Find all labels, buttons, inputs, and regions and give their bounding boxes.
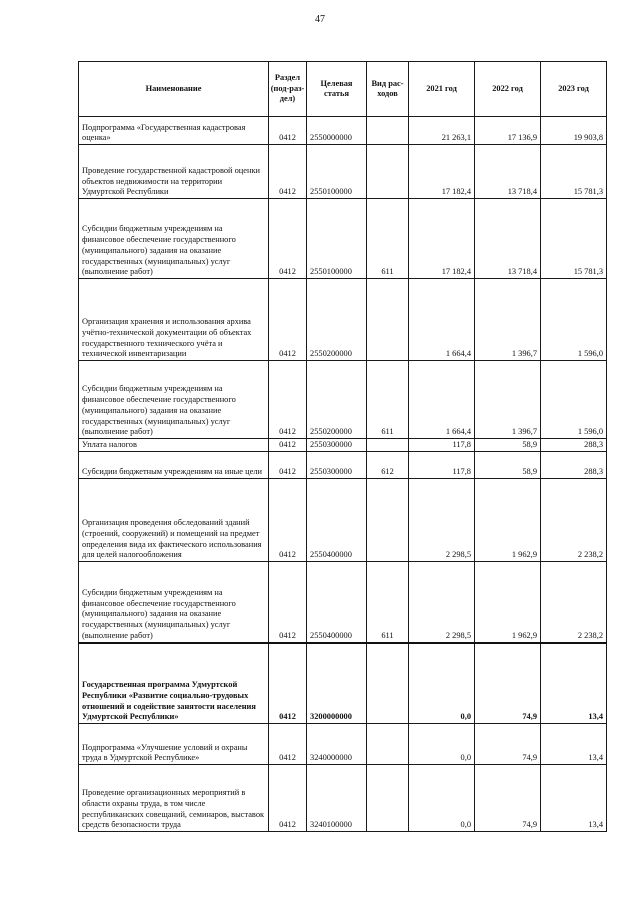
row-name: Уплата налогов [79,439,269,452]
row-expense-type [367,643,409,724]
row-2021: 17 182,4 [409,199,475,279]
row-2021: 1 664,4 [409,361,475,439]
row-expense-type: 611 [367,361,409,439]
row-2021: 0,0 [409,724,475,765]
page-number: 47 [315,14,325,25]
row-2023: 13,4 [541,765,607,832]
row-section: 0412 [269,643,307,724]
row-section: 0412 [269,199,307,279]
table-row [79,439,607,452]
row-section: 0412 [269,145,307,199]
row-2022: 1 396,7 [475,361,541,439]
row-2022: 74,9 [475,765,541,832]
row-expense-type [367,145,409,199]
row-expense-type: 612 [367,452,409,479]
row-name: Организация хранения и использования архива учётно-технической документации об объектах государственного технического учёта и технической инвентаризации [79,279,269,361]
row-2023: 2 238,2 [541,479,607,562]
table-row [79,279,607,361]
row-2022: 1 962,9 [475,562,541,643]
row-expense-type: 611 [367,199,409,279]
row-target: 2550100000 [307,145,367,199]
row-2022: 1 962,9 [475,479,541,562]
row-name: Государственная программа Удмуртской Республики «Развитие социально-трудовых отношений и содействие занятости населения Удмуртской Республики» [79,643,269,724]
table-row [79,452,607,479]
row-name: Субсидии бюджетным учреждениям на финансовое обеспечение государственного (муниципального) задания на оказание государственных (муниципальных) услуг (выполнение работ) [79,562,269,643]
row-2021: 2 298,5 [409,479,475,562]
row-2023: 288,3 [541,439,607,452]
row-expense-type [367,765,409,832]
row-name: Субсидии бюджетным учреждениям на иные цели [79,452,269,479]
row-target: 2550200000 [307,279,367,361]
row-name: Организация проведения обследований зданий (строений, сооружений) и помещений на предмет определения вида их фактического использования для целей налогообложения [79,479,269,562]
row-2021: 117,8 [409,452,475,479]
row-expense-type [367,724,409,765]
row-2023: 1 596,0 [541,279,607,361]
row-2023: 13,4 [541,643,607,724]
table-row [79,724,607,765]
row-section: 0412 [269,117,307,145]
row-expense-type [367,117,409,145]
row-2023: 15 781,3 [541,145,607,199]
row-target: 2550100000 [307,199,367,279]
row-target: 2550300000 [307,439,367,452]
table-header-row [79,62,607,117]
row-name: Подпрограмма «Государственная кадастровая оценка» [79,117,269,145]
row-target: 2550200000 [307,361,367,439]
table-row [79,765,607,832]
row-expense-type [367,439,409,452]
row-section: 0412 [269,562,307,643]
row-target: 2550400000 [307,479,367,562]
row-2022: 13 718,4 [475,199,541,279]
row-2022: 74,9 [475,724,541,765]
row-2021: 17 182,4 [409,145,475,199]
row-2022: 1 396,7 [475,279,541,361]
header-name: Наименование [79,62,269,117]
row-2023: 15 781,3 [541,199,607,279]
row-target: 2550300000 [307,452,367,479]
row-name: Проведение организационных мероприятий в области охраны труда, в том числе республиканских совещаний, семинаров, выставок средств безопасности труда [79,765,269,832]
row-2023: 2 238,2 [541,562,607,643]
header-2023: 2023 год [541,62,607,117]
row-2021: 0,0 [409,643,475,724]
row-section: 0412 [269,361,307,439]
row-expense-type [367,279,409,361]
row-2021: 0,0 [409,765,475,832]
row-section: 0412 [269,765,307,832]
row-target: 2550000000 [307,117,367,145]
table-row [79,145,607,199]
row-2021: 1 664,4 [409,279,475,361]
row-section: 0412 [269,439,307,452]
header-expense-type: Вид рас-ходов [367,62,409,117]
table-row [79,643,607,724]
budget-table [78,61,607,832]
table-row [79,199,607,279]
row-2021: 21 263,1 [409,117,475,145]
table-row [79,361,607,439]
header-section: Раздел (под-раз-дел) [269,62,307,117]
row-2022: 74,9 [475,643,541,724]
row-expense-type [367,479,409,562]
header-target: Целевая статья [307,62,367,117]
row-2023: 13,4 [541,724,607,765]
header-2021: 2021 год [409,62,475,117]
row-2022: 58,9 [475,439,541,452]
row-section: 0412 [269,279,307,361]
row-2023: 19 903,8 [541,117,607,145]
row-target: 3200000000 [307,643,367,724]
row-expense-type: 611 [367,562,409,643]
row-2023: 288,3 [541,452,607,479]
row-target: 2550400000 [307,562,367,643]
row-target: 3240000000 [307,724,367,765]
row-2021: 117,8 [409,439,475,452]
row-name: Субсидии бюджетным учреждениям на финансовое обеспечение государственного (муниципального) задания на оказание государственных (муниципальных) услуг (выполнение работ) [79,199,269,279]
table-row [79,562,607,643]
table-row [79,117,607,145]
row-name: Проведение государственной кадастровой оценки объектов недвижимости на территории Удмуртской Республики [79,145,269,199]
row-2021: 2 298,5 [409,562,475,643]
table-row [79,479,607,562]
row-2022: 17 136,9 [475,117,541,145]
row-name: Субсидии бюджетным учреждениям на финансовое обеспечение государственного (муниципального) задания на оказание государственных (муниципальных) услуг (выполнение работ) [79,361,269,439]
header-2022: 2022 год [475,62,541,117]
row-section: 0412 [269,452,307,479]
row-2023: 1 596,0 [541,361,607,439]
row-name: Подпрограмма «Улучшение условий и охраны труда в Удмуртской Республике» [79,724,269,765]
row-2022: 58,9 [475,452,541,479]
row-section: 0412 [269,479,307,562]
row-target: 3240100000 [307,765,367,832]
row-2022: 13 718,4 [475,145,541,199]
row-section: 0412 [269,724,307,765]
